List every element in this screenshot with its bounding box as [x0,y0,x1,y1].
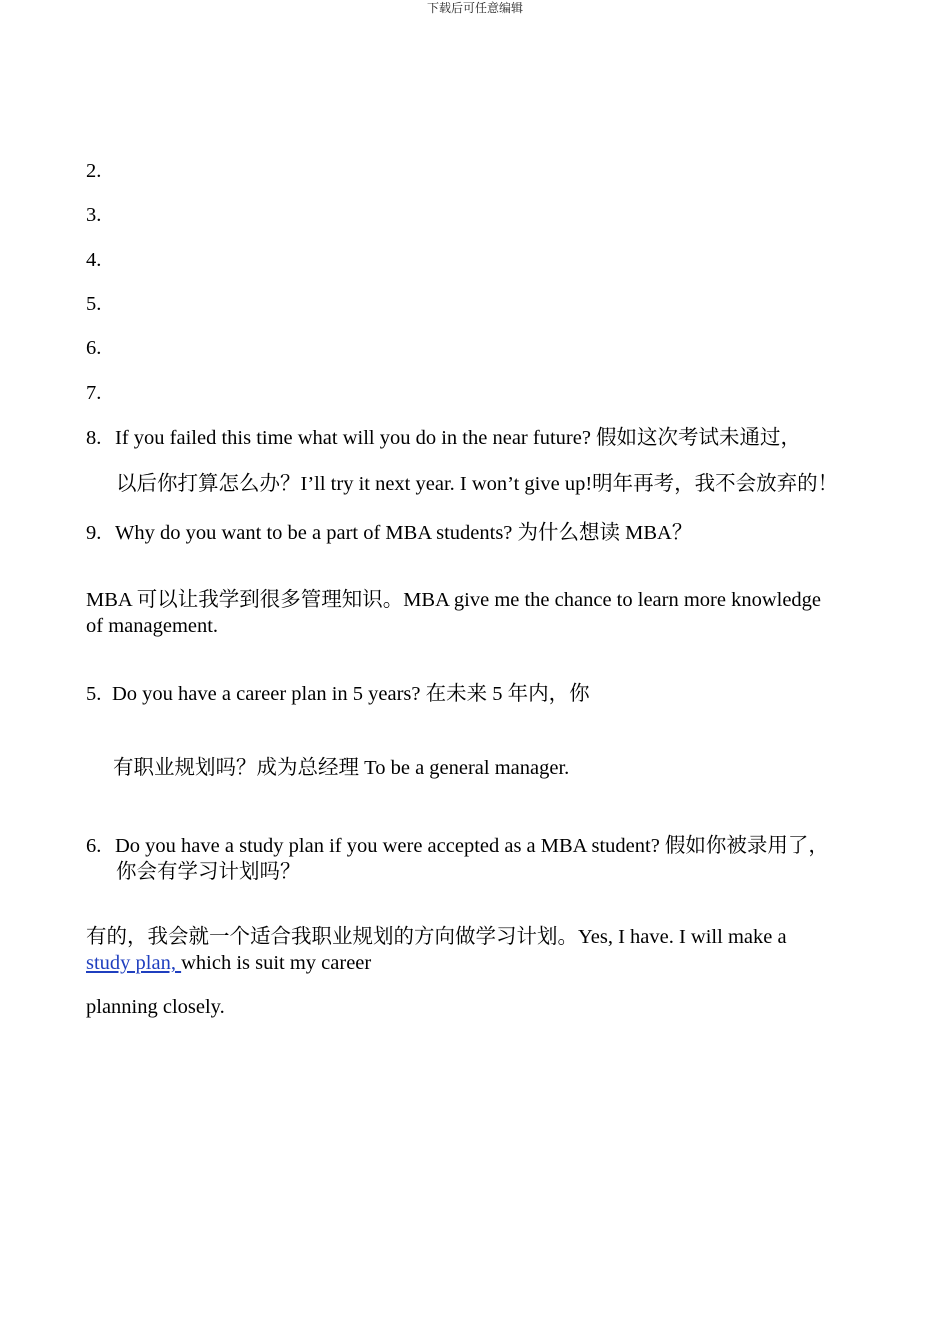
question-8 [86,425,801,451]
answer-9-line-2: of management. [86,615,219,637]
question-8-number: 8. [86,427,102,449]
study-plan-link[interactable]: study plan, [86,952,182,974]
question-8-line-2: 以后你打算怎么办？I’ll try it next year. I won’t give up!明年再考，我不会放弃的！ [116,473,839,495]
list-item-4: 4. [86,249,102,271]
question-8-line-1: If you failed this time what will you do in the near future? 假如这次考试未通过， [115,427,802,449]
question-9-text: Why do you want to be a part of MBA students? 为什么想读 MBA？ [115,522,693,544]
answer-study-plan-line-1: 有的，我会就一个适合我职业规划的方向做学习计划。Yes, I have. I will make a [86,926,787,948]
question-study-plan-line-2: 你会有学习计划吗？ [116,861,301,883]
question-career-plan [86,681,590,707]
question-career-plan-number: 5. [86,683,102,705]
answer-study-plan-line-2-rest: which is suit my career [181,952,372,974]
question-career-plan-line-2: 有职业规划吗？成为总经理 To be a general manager. [113,757,570,779]
list-item-3: 3. [86,204,102,226]
list-item-6: 6. [86,337,102,359]
question-9 [86,520,692,546]
list-item-2: 2. [86,160,102,182]
list-item-7: 7. [86,382,102,404]
question-9-number: 9. [86,522,102,544]
answer-study-plan-line-3: planning closely. [86,996,225,1018]
question-study-plan [86,833,829,859]
question-study-plan-number: 6. [86,835,102,857]
answer-study-plan-line-2 [86,950,371,976]
answer-9-line-1: MBA 可以让我学到很多管理知识。MBA give me the chance to learn more knowledge [86,589,822,611]
question-study-plan-line-1: Do you have a study plan if you were accepted as a MBA student? 假如你被录用了， [115,835,829,857]
list-item-5: 5. [86,293,102,315]
page-header: 下载后可任意编辑 [426,1,523,15]
question-career-plan-line-1: Do you have a career plan in 5 years? 在未来 5 年内，你 [112,683,590,705]
